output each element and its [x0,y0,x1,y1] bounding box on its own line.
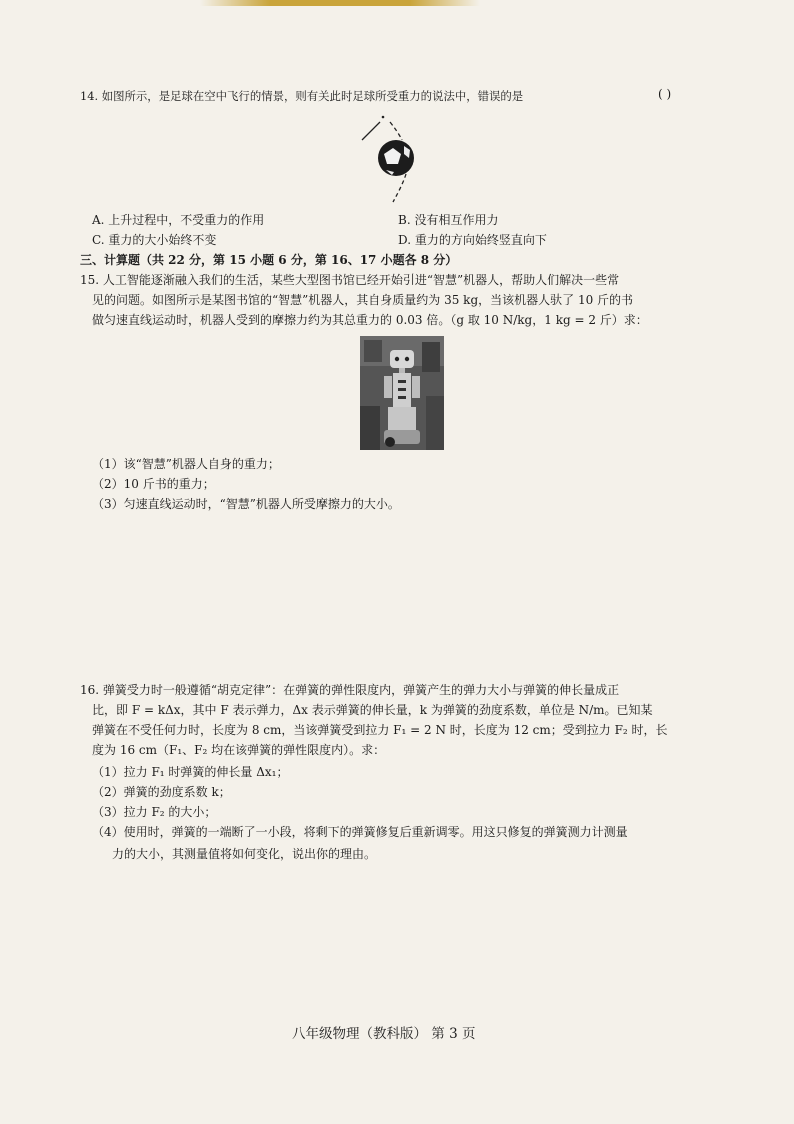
q14-stem: 14. 如图所示，是足球在空中飞行的情景，则有关此时足球所受重力的说法中，错误的是 [80,89,524,103]
trajectory-upper-dashes [390,122,402,140]
q16-subquestion-1: （1）拉力 F₁ 时弹簧的伸长量 Δx₁； [92,765,289,779]
top-edge-strip [200,0,480,6]
q15-line-2: 见的问题。如图所示是某图书馆的“智慧”机器人，其自身质量约为 35 kg，当该机器人驮了 10 斤的书 [92,293,634,307]
q14-option-c: C. 重力的大小始终不变 [92,233,217,247]
q16-line-1: 16. 弹簧受力时一般遵循“胡克定律”：在弹簧的弹性限度内，弹簧产生的弹力大小与弹簧的伸长量成正 [80,683,620,697]
page-footer: 八年级物理（教科版） 第 3 页 [292,1026,476,1042]
q16-subquestion-2: （2）弹簧的劲度系数 k； [92,785,231,799]
section-3-header: 三、计算题（共 22 分，第 15 小题 6 分，第 16、17 小题各 8 分） [80,253,458,267]
q14-option-d: D. 重力的方向始终竖直向下 [398,233,547,247]
library-robot-photo [360,336,444,450]
q14-option-b: B. 没有相互作用力 [398,213,499,227]
q16-subquestion-3: （3）拉力 F₂ 的大小； [92,805,217,819]
q16-line-3: 弹簧在不受任何力时，长度为 8 cm，当该弹簧受到拉力 F₁ = 2 N 时，长度为 12 cm；受到拉力 F₂ 时，长 [92,723,668,737]
soccer-ball-figure [360,112,440,212]
trajectory-upper-line [362,122,380,140]
q15-line-3: 做匀速直线运动时，机器人受到的摩擦力约为其总重力的 0.03 倍。（g 取 10 N/kg，1 kg = 2 斤）求： [92,313,648,327]
q15-subquestion-2: （2）10 斤书的重力； [92,477,215,491]
q15-subquestion-1: （1）该“智慧”机器人自身的重力； [92,457,280,471]
q15-subquestion-3: （3）匀速直线运动时，“智慧”机器人所受摩擦力的大小。 [92,497,400,511]
q16-line-2: 比，即 F = kΔx，其中 F 表示弹力，Δx 表示弹簧的伸长量，k 为弹簧的劲度系数，单位是 N/m。已知某 [92,703,653,717]
q16-subquestion-4-cont: 力的大小，其测量值将如何变化，说出你的理由。 [112,847,377,861]
robot-head-icon [390,350,414,368]
q16-line-4: 度为 16 cm（F₁、F₂ 均在该弹簧的弹性限度内）。求： [92,743,386,757]
trajectory-lower-dashes [393,174,406,202]
q14-answer-blank: ( ) [658,87,672,101]
q15-line-1: 15. 人工智能逐渐融入我们的生活，某些大型图书馆已经开始引进“智慧”机器人，帮助人们解决一些常 [80,273,620,287]
q14-option-a: A. 上升过程中，不受重力的作用 [92,213,265,227]
trajectory-dot [382,116,385,119]
q16-subquestion-4: （4）使用时，弹簧的一端断了一小段，将剩下的弹簧修复后重新调零。用这只修复的弹簧测力计测量 [92,825,628,839]
